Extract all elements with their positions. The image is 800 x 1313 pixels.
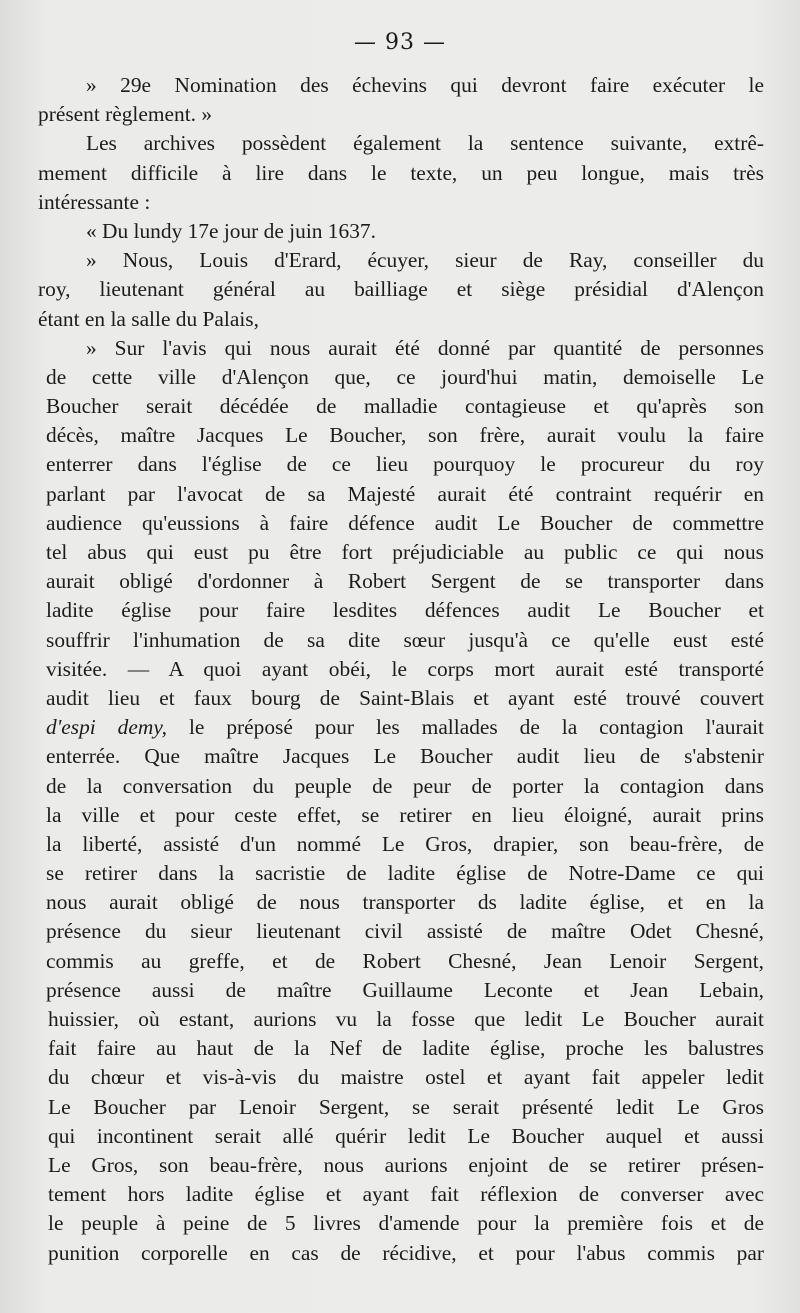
text-line: visitée. — A quoi ayant obéi, le corps mort aurait esté transporté [46,656,764,681]
text-line: huissier, où estant, aurions vu la fosse que ledit Le Boucher aurait [48,1007,764,1031]
text-line: « Du lundy 17e jour de juin 1637. [86,218,376,243]
text-line: intéressante : [38,189,151,214]
text-line: souffrir l'inhumation de sa dite sœur jusqu'à ce qu'elle eust esté [46,627,764,652]
text-line: parlant par l'avocat de sa Majesté aurait été contraint requérir en [46,481,764,506]
text-line: Le Boucher par Lenoir Sergent, se serait présenté ledit Le Gros [48,1094,764,1119]
body-text [38,71,764,1268]
text-line: la ville et pour ceste effet, se retirer en lieu éloigné, aurait prins [46,802,764,827]
text-line: fait faire au haut de la Nef de ladite église, proche les balustres [48,1036,764,1061]
text-line: de cette ville d'Alençon que, ce jourd'hui matin, demoiselle Le [46,364,764,389]
page-number: — 93 — [354,30,446,55]
text-line: nous aurait obligé de nous transporter ds ladite église, et en la [46,890,764,915]
text-line-rest: le préposé pour les mallades de la contagion l'aurait [188,715,764,740]
text-line: Les archives possèdent également la sentence suivante, extrê- [86,131,764,156]
text-line: commis au greffe, et de Robert Chesné, Jean Lenoir Sergent, [46,948,764,973]
text-line: aurait obligé d'ordonner à Robert Sergent de se transporter dans [46,569,764,594]
text-line: audience qu'eussions à faire défence audit Le Boucher de commettre [46,510,764,535]
text-line: audit lieu et faux bourg de Saint-Blais et ayant esté trouvé couvert [46,685,764,710]
text-line: punition corporelle en cas de récidive, et pour l'abus commis par [48,1240,764,1265]
text-line: tel abus qui eust pu être fort préjudiciable au public ce qui nous [46,540,764,564]
text-line: présence du sieur lieutenant civil assisté de maître Odet Chesné, [46,919,764,944]
italic-phrase: d'espi demy, [46,715,167,740]
text-line: tement hors ladite église et ayant fait réflexion de converser avec [48,1182,764,1207]
text-line: Le Gros, son beau-frère, nous aurions enjoint de se retirer présen- [48,1152,764,1177]
text-line: se retirer dans la sacristie de ladite église de Notre-Dame ce qui [46,861,764,886]
text-line: » Sur l'avis qui nous aurait été donné par quantité de personnes [86,335,764,360]
text-line: » 29e Nomination des échevins qui devront faire exécuter le [86,73,764,97]
text-line: » Nous, Louis d'Erard, écuyer, sieur de Ray, conseiller du [86,248,764,273]
text-line: décès, maître Jacques Le Boucher, son frère, aurait voulu la faire [46,423,764,448]
text-line: mement difficile à lire dans le texte, un peu longue, mais très [38,160,764,185]
text-line: le peuple à peine de 5 livres d'amende pour la première fois et de [48,1211,764,1236]
text-line: roy, lieutenant général au bailliage et siège présidial d'Alençon [38,277,764,302]
text-line: la liberté, assisté d'un nommé Le Gros, drapier, son beau-frère, de [46,831,764,856]
text-line [38,713,764,742]
text-line: Boucher serait décédée de malladie contagieuse et qu'après son [46,394,764,419]
text-line: présence aussi de maître Guillaume Leconte et Jean Lebain, [46,977,764,1002]
text-line: enterrer dans l'église de ce lieu pourquoy le procureur du roy [46,452,764,477]
text-line: étant en la salle du Palais, [38,306,259,331]
text-line: du chœur et vis-à-vis du maistre ostel et ayant fait appeler ledit [48,1065,764,1090]
text-line: enterrée. Que maître Jacques Le Boucher audit lieu de s'abstenir [46,744,764,769]
text-line: ladite église pour faire lesdites défences audit Le Boucher et [46,598,764,623]
text-line: de la conversation du peuple de peur de porter la contagion dans [46,773,764,798]
text-line: présent règlement. » [38,102,213,127]
text-line: qui incontinent serait allé quérir ledit Le Boucher auquel et aussi [48,1123,764,1148]
